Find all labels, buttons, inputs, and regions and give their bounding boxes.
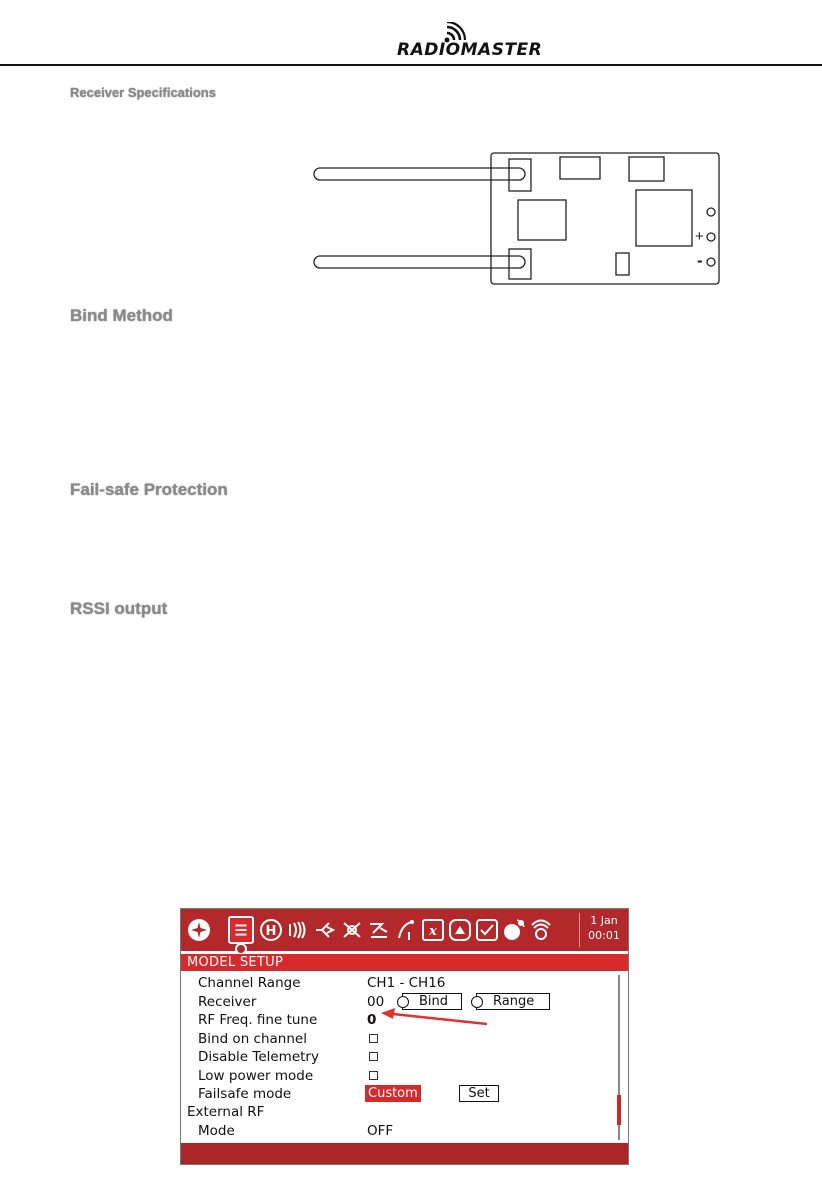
custom-scripts-icon[interactable] [474,916,500,944]
svg-text:H: H [265,924,277,939]
bind-on-channel-checkbox[interactable] [369,1034,378,1043]
chip-5 [616,253,629,275]
rf-freq-label: RF Freq. fine tune [198,1012,318,1028]
failsafe-row[interactable] [181,1085,621,1103]
logical-switches-icon[interactable] [420,916,446,944]
disable-telemetry-row[interactable] [181,1048,621,1066]
receiver-number[interactable]: 00 [367,994,385,1010]
minus-pad [707,258,715,266]
date-time-display [579,913,624,947]
channel-range-row[interactable] [181,974,621,992]
range-label: Range [493,994,535,1009]
failsafe-set-button[interactable]: Set [459,1085,499,1102]
brand-name: RADIOMASTER [397,40,543,60]
failsafe-mode-value[interactable]: Custom [365,1085,421,1102]
header-divider [0,64,822,66]
receiver-specs-heading: Receiver Specifications [70,85,216,100]
signal-pad [707,208,715,216]
antenna-top [314,168,525,180]
rssi-heading: RSSI output [70,599,168,618]
antenna-connector-bottom [509,249,531,279]
heli-icon[interactable] [258,916,284,944]
inputs-icon[interactable] [312,916,338,944]
svg-text:x: x [429,924,437,939]
channel-range-label: Channel Range [198,975,301,991]
flight-modes-icon[interactable] [285,916,311,944]
radio-lcd-screenshot [180,908,629,1165]
channel-range-value[interactable]: CH1 - CH16 [367,975,446,991]
plus-label: + [695,228,704,245]
external-rf-label: External RF [187,1104,265,1120]
rf-freq-value[interactable]: 0 [367,1012,377,1028]
antenna-bottom [314,256,525,268]
receiver-label: Receiver [198,994,257,1010]
display-icon[interactable] [528,916,554,944]
disable-telemetry-label: Disable Telemetry [198,1049,319,1065]
radiomaster-logo [397,22,557,60]
antenna-connector-top [509,159,531,191]
bind-method-heading: Bind Method [70,306,173,325]
low-power-label: Low power mode [198,1068,314,1084]
minus-label: - [697,251,703,270]
failsafe-heading: Fail-safe Protection [70,480,228,499]
model-setup-icon[interactable] [228,916,254,944]
annotation-arrow [379,1006,489,1030]
page-title: MODEL SETUP [181,954,628,971]
bind-label: Bind [419,994,449,1009]
scrollbar-thumb[interactable] [617,1095,621,1125]
failsafe-label: Failsafe mode [198,1086,292,1102]
mode-row[interactable] [181,1122,621,1140]
chip-3 [518,200,566,240]
telemetry-icon[interactable] [501,916,527,944]
plane-icon[interactable] [186,916,212,944]
chip-2 [629,157,664,181]
disable-telemetry-checkbox[interactable] [369,1052,378,1061]
date-label: 1 Jan [590,914,618,927]
bind-on-channel-row[interactable] [181,1030,621,1048]
special-functions-icon[interactable] [447,916,473,944]
bottom-bar [181,1143,628,1164]
mode-value[interactable]: OFF [367,1123,394,1139]
chip-4 [636,190,692,246]
chip-1 [560,157,600,179]
low-power-checkbox[interactable] [369,1071,378,1080]
mixes-icon[interactable] [339,916,365,944]
low-power-row[interactable] [181,1067,621,1085]
receiver-diagram [312,150,724,288]
outputs-icon[interactable] [366,916,392,944]
plus-pad [707,233,715,241]
time-label: 00:01 [588,929,620,942]
external-rf-section [181,1103,621,1121]
menu-toolbar [181,909,628,951]
bind-on-channel-label: Bind on channel [198,1031,307,1047]
curves-icon[interactable] [393,916,419,944]
mode-label: Mode [198,1123,235,1139]
